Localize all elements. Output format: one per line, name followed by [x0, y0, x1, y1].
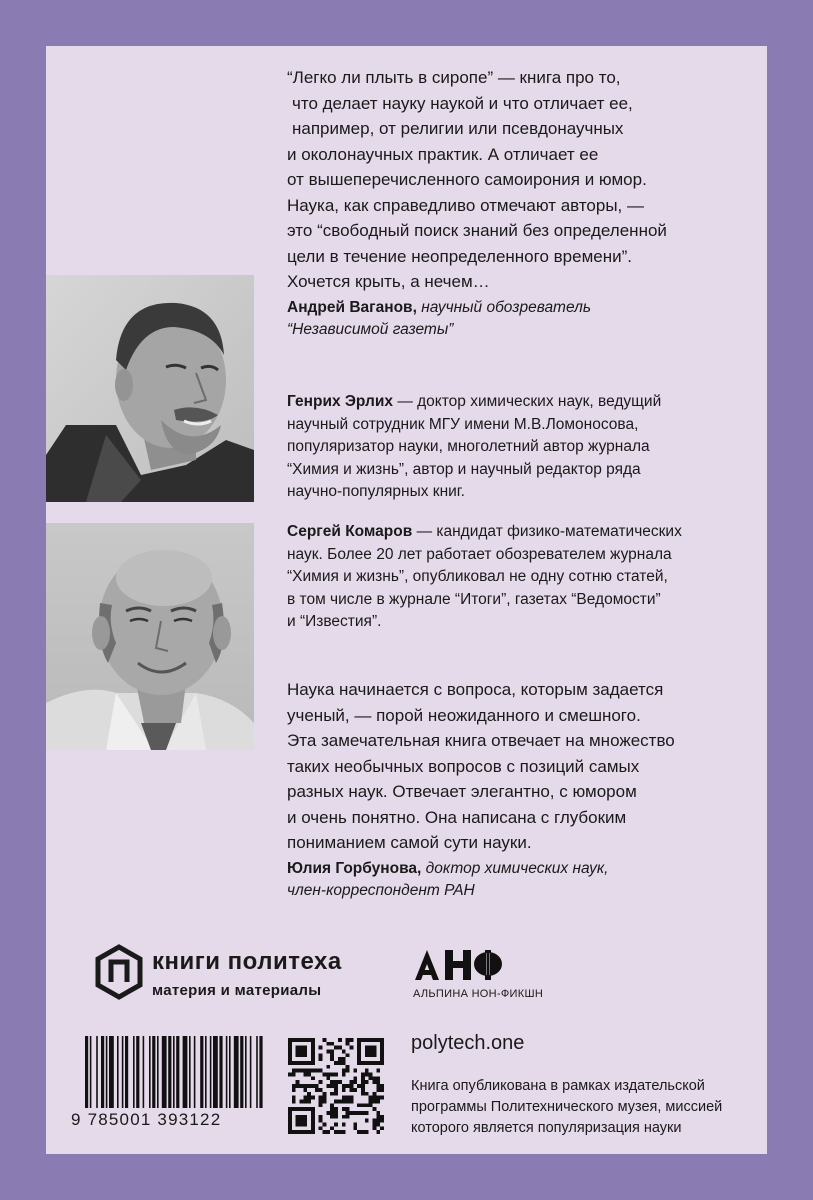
quote-author-role: “Независимой газеты”	[287, 320, 454, 338]
anf-logo-icon	[413, 948, 503, 982]
bio-komarov	[287, 521, 747, 634]
hexagon-logo-icon	[94, 944, 144, 1000]
publication-note-line: программы Политехнического музея, миссией	[411, 1099, 723, 1115]
barcode-bar	[189, 1036, 191, 1108]
barcode-bar	[125, 1036, 128, 1108]
quote-line: Наука начинается с вопроса, которым задается	[287, 680, 664, 699]
qr-code	[288, 1038, 384, 1134]
barcode-bar	[122, 1036, 124, 1108]
barcode-icon	[71, 1036, 266, 1108]
barcode-bar	[183, 1036, 188, 1108]
quote-line: ученый, — порой неожиданного и смешного.	[287, 705, 641, 725]
barcode-bar	[96, 1036, 98, 1108]
publication-note-line: которого является популяризация науки	[411, 1120, 682, 1136]
publication-note-line: Книга опубликована в рамках издательской	[411, 1078, 705, 1094]
barcode-bar	[162, 1036, 167, 1108]
author-photo-erlikh	[46, 275, 254, 502]
quote-line: и очень понятно. Она написана с глубоким	[287, 807, 627, 827]
website-url: polytech.one	[411, 1032, 525, 1054]
barcode-bar	[234, 1036, 239, 1108]
barcode-bar	[85, 1036, 88, 1108]
barcode-bar	[157, 1036, 159, 1108]
bio-text: — доктор химических наук, ведущий	[393, 393, 662, 410]
isbn-barcode	[71, 1036, 266, 1134]
bio-text: “Химия и жизнь”, опубликовал не одну сотню статей,	[287, 568, 668, 585]
quote-line: это “свободный поиск знаний без определенной	[287, 221, 667, 240]
quote-line: и околонаучных практик. А отличает ее	[287, 144, 599, 164]
bio-text: наук. Более 20 лет работает обозревателем журнала	[287, 545, 672, 563]
publication-note	[411, 1076, 722, 1139]
quote-gorbunova	[287, 677, 757, 902]
quote-line: Наука, как справедливо отмечают авторы, —	[287, 195, 644, 215]
barcode-bar	[250, 1036, 252, 1108]
barcode-bar	[219, 1036, 222, 1108]
barcode-bar	[101, 1036, 104, 1108]
bio-text: “Химия и жизнь”, автор и научный редактор ряда	[287, 460, 641, 478]
bio-erlikh	[287, 391, 747, 504]
publisher-logo-polytech	[94, 938, 414, 1008]
quote-signature	[287, 858, 757, 902]
bio-text: и “Известия”.	[287, 613, 382, 630]
barcode-bar	[143, 1036, 145, 1108]
bio-text: популяризатор науки, многолетний автор журнала	[287, 438, 650, 455]
barcode-bar	[200, 1036, 203, 1108]
barcode-bar	[226, 1036, 228, 1108]
quote-line: цели в течение неопределенного времени”.	[287, 246, 632, 266]
barcode-bar	[194, 1036, 196, 1108]
barcode-bar	[168, 1036, 171, 1108]
quote-author-role: доктор химических наук,	[425, 859, 609, 877]
quote-author-role: научный обозреватель	[421, 298, 591, 316]
barcode-bar	[229, 1036, 231, 1108]
barcode-bar	[136, 1036, 139, 1108]
quote-line: Хочется крыть, а нечем…	[287, 272, 490, 291]
bio-name: Генрих Эрлих	[287, 393, 394, 410]
quote-author: Андрей Ваганов,	[287, 298, 417, 316]
bio-text: в том числе в журнале “Итоги”, газетах “Ведомости”	[287, 590, 661, 608]
barcode-bar	[210, 1036, 212, 1108]
barcode-bar	[245, 1036, 247, 1108]
quote-line: например, от религии или псевдонаучных	[292, 119, 624, 138]
qr-code-icon	[288, 1038, 384, 1134]
quote-line: пониманием самой сути науки.	[287, 833, 532, 852]
quote-author-role: член-корреспондент РАН	[287, 881, 475, 899]
back-cover-panel	[46, 46, 767, 1154]
bio-text: — кандидат физико-математических	[412, 523, 682, 540]
barcode-bar	[109, 1036, 114, 1108]
quote-line: от вышеперечисленного самоирония и юмор.	[287, 170, 647, 189]
quote-line: таких необычных вопросов с позиций самых	[287, 756, 640, 776]
barcode-bar	[133, 1036, 135, 1108]
publisher-subtitle: материя и материалы	[152, 982, 322, 999]
bio-name: Сергей Комаров	[287, 523, 413, 540]
barcode-bar	[205, 1036, 207, 1108]
isbn-number: 9 785001 393122	[71, 1110, 222, 1129]
barcode-bar	[173, 1036, 175, 1108]
publisher-brand: книги политеха	[152, 948, 342, 975]
quote-line: Эта замечательная книга отвечает на множество	[287, 731, 675, 750]
barcode-bar	[256, 1036, 258, 1108]
barcode-bar	[176, 1036, 179, 1108]
barcode-bar	[90, 1036, 92, 1108]
barcode-bar	[117, 1036, 119, 1108]
barcode-bar	[149, 1036, 151, 1108]
publisher-logo-anf	[413, 946, 573, 1006]
barcode-bar	[106, 1036, 108, 1108]
quote-vaganov	[287, 65, 757, 341]
publisher-subtitle: АЛЬПИНА НОН-ФИКШН	[413, 988, 544, 1000]
quote-line: разных наук. Отвечает элегантно, с юмором	[287, 782, 637, 801]
barcode-bar	[259, 1036, 262, 1108]
quote-line: что делает науку наукой и что отличает ее,	[292, 93, 633, 113]
quote-signature	[287, 297, 757, 341]
quote-author: Юлия Горбунова,	[287, 859, 422, 877]
barcode-bar	[152, 1036, 155, 1108]
bio-text: научный сотрудник МГУ имени М.В.Ломоносова,	[287, 415, 639, 433]
author-photo-komarov	[46, 523, 254, 750]
barcode-bar	[213, 1036, 218, 1108]
barcode-bar	[240, 1036, 243, 1108]
quote-line: “Легко ли плыть в сиропе” — книга про то,	[287, 68, 621, 87]
bio-text: научно-популярных книг.	[287, 483, 465, 500]
